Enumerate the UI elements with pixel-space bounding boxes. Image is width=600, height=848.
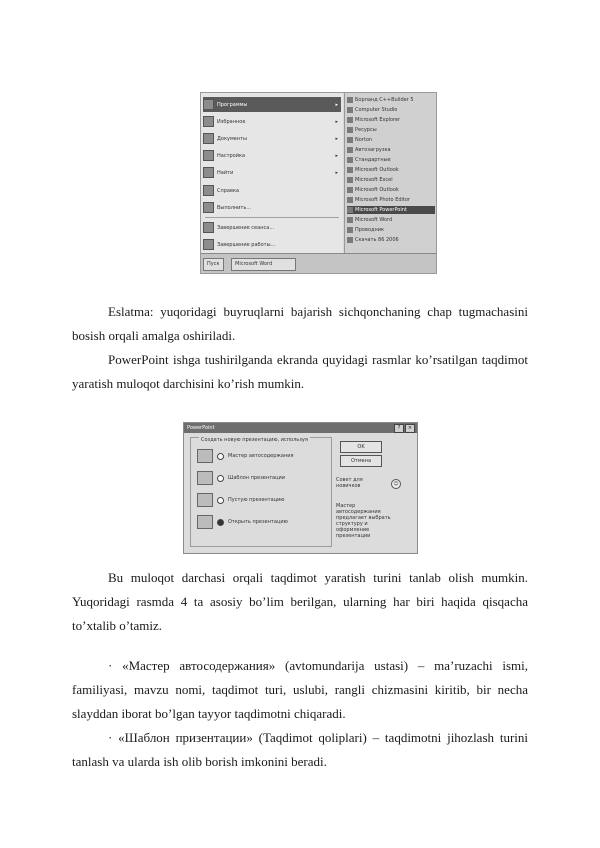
start-menu-panel [201,93,343,253]
documents-icon [203,133,214,144]
radio-button [217,497,224,504]
explorer-icon [347,227,353,233]
taskbar [201,253,436,274]
submenu-item: Microsoft Outlook [347,166,435,174]
radio-button [217,475,224,482]
powerpoint-dialog-screenshot [183,422,418,554]
cancel-button: Отмена [340,455,382,467]
ok-button: OK [340,441,382,453]
paragraph-dialog-description: Bu muloqot darchasi orqali taqdimot yaratish turini tanlab olish mumkin. Yuqoridagi rasmda 4 ta asosiy bo’lim berilgan, ularning har biri haqida qisqacha to’xtalib o’tamiz. [72,570,528,633]
tip-heading: Совет для новичков [336,477,363,489]
find-icon [203,167,214,178]
program-icon [347,177,353,183]
submenu-item: Борланд C++Builder 5 [347,96,435,104]
program-icon [347,147,353,153]
word-icon [347,217,353,223]
menu-item-run: Выполнить... [203,200,341,215]
menu-item-favorites: Избранное ▸ [203,114,341,129]
logoff-icon [203,222,214,233]
folder-icon [203,99,214,110]
program-icon [347,107,353,113]
tip-text: Мастер автосодержания предлагает выбрать структуру и оформление презентации [336,503,391,539]
submenu-item: Microsoft Word [347,216,435,224]
create-options-group [190,437,332,547]
start-button: Пуск [203,258,224,271]
program-icon [347,237,353,243]
powerpoint-icon [347,207,353,213]
taskbar-window-button: Microsoft Word [231,258,296,271]
program-icon [347,127,353,133]
menu-item-shutdown: Завершение работы... [203,237,341,252]
start-menu-screenshot [200,92,437,274]
program-icon [347,117,353,123]
open-folder-icon [197,515,213,529]
submenu-item: Microsoft Outlook [347,186,435,194]
menu-item-settings: Настройка ▸ [203,148,341,163]
option-open: Открыть презентацию [197,515,327,529]
shutdown-icon [203,239,214,250]
assistant-icon: ☺ [391,479,401,489]
submenu-item: Norton [347,136,435,144]
submenu-item: Проводник [347,226,435,234]
help-icon: ? [394,424,404,433]
menu-item-programs: Программы ▸ [203,97,341,112]
paragraph-autocontent: · «Мастер автосодержания» (avtomundarija ustasi) – ma’ruzachi ismi, familiyasi, mavzu nomi, taqdimot turi, uslubi, rangli chizmasini kiritib, bir necha slayddan iborat bo’lgan tayyor taqdimotni chiqaradi. [72,658,528,721]
wizard-icon [197,449,213,463]
paragraph-intro: PowerPoint ishga tushirilganda ekranda quyidagi rasmlar ko’rsatilgan taqdimot yaratish muloqot darchisini ko’rish mumkin. [72,352,528,391]
help-icon [203,185,214,196]
program-icon [347,157,353,163]
menu-item-documents: Документы ▸ [203,131,341,146]
menu-separator [205,217,339,218]
program-icon [347,137,353,143]
submenu-item: Стандартные [347,156,435,164]
blank-presentation-icon [197,493,213,507]
menu-item-logoff: Завершение сеанса... [203,220,341,235]
option-blank: Пустую презентацию [197,493,327,507]
group-title: Создать новую презентацию, используя [201,437,308,443]
submenu-item-powerpoint: Microsoft PowerPoint [347,206,435,214]
submenu-item: Computer Studio [347,106,435,114]
option-autocontent: Мастер автосодержания [197,449,327,463]
radio-button-selected [217,519,224,526]
menu-item-help: Справка [203,183,341,198]
program-icon [347,167,353,173]
program-icon [347,197,353,203]
submenu-item: Microsoft Explorer [347,116,435,124]
paragraph-note: Eslatma: yuqoridagi buyruqlarni bajarish sichqonchaning chap tugmachasini bosish orqali amalga oshiriladi. [72,304,528,343]
dialog-title: PowerPoint [187,425,215,431]
option-template: Шаблон презентации [197,471,327,485]
programs-submenu [344,93,437,253]
close-icon: × [405,424,415,433]
submenu-item: Ресурсы [347,126,435,134]
paragraph-template: · «Шаблон призентации» (Taqdimot qoliplari) – taqdimotni jihozlash turini tanlash va ularda ish olib borish imkonini beradi. [72,730,528,769]
submenu-item: Автозагрузка [347,146,435,154]
radio-button [217,453,224,460]
template-icon [197,471,213,485]
submenu-item: Microsoft Photo Editor [347,196,435,204]
run-icon [203,202,214,213]
menu-item-find: Найти ▸ [203,165,341,180]
submenu-item: Microsoft Excel [347,176,435,184]
submenu-item: Скачать 86 2006 [347,236,435,244]
favorites-icon [203,116,214,127]
program-icon [347,187,353,193]
program-icon [347,97,353,103]
settings-icon [203,150,214,161]
dialog-titlebar [184,423,417,433]
